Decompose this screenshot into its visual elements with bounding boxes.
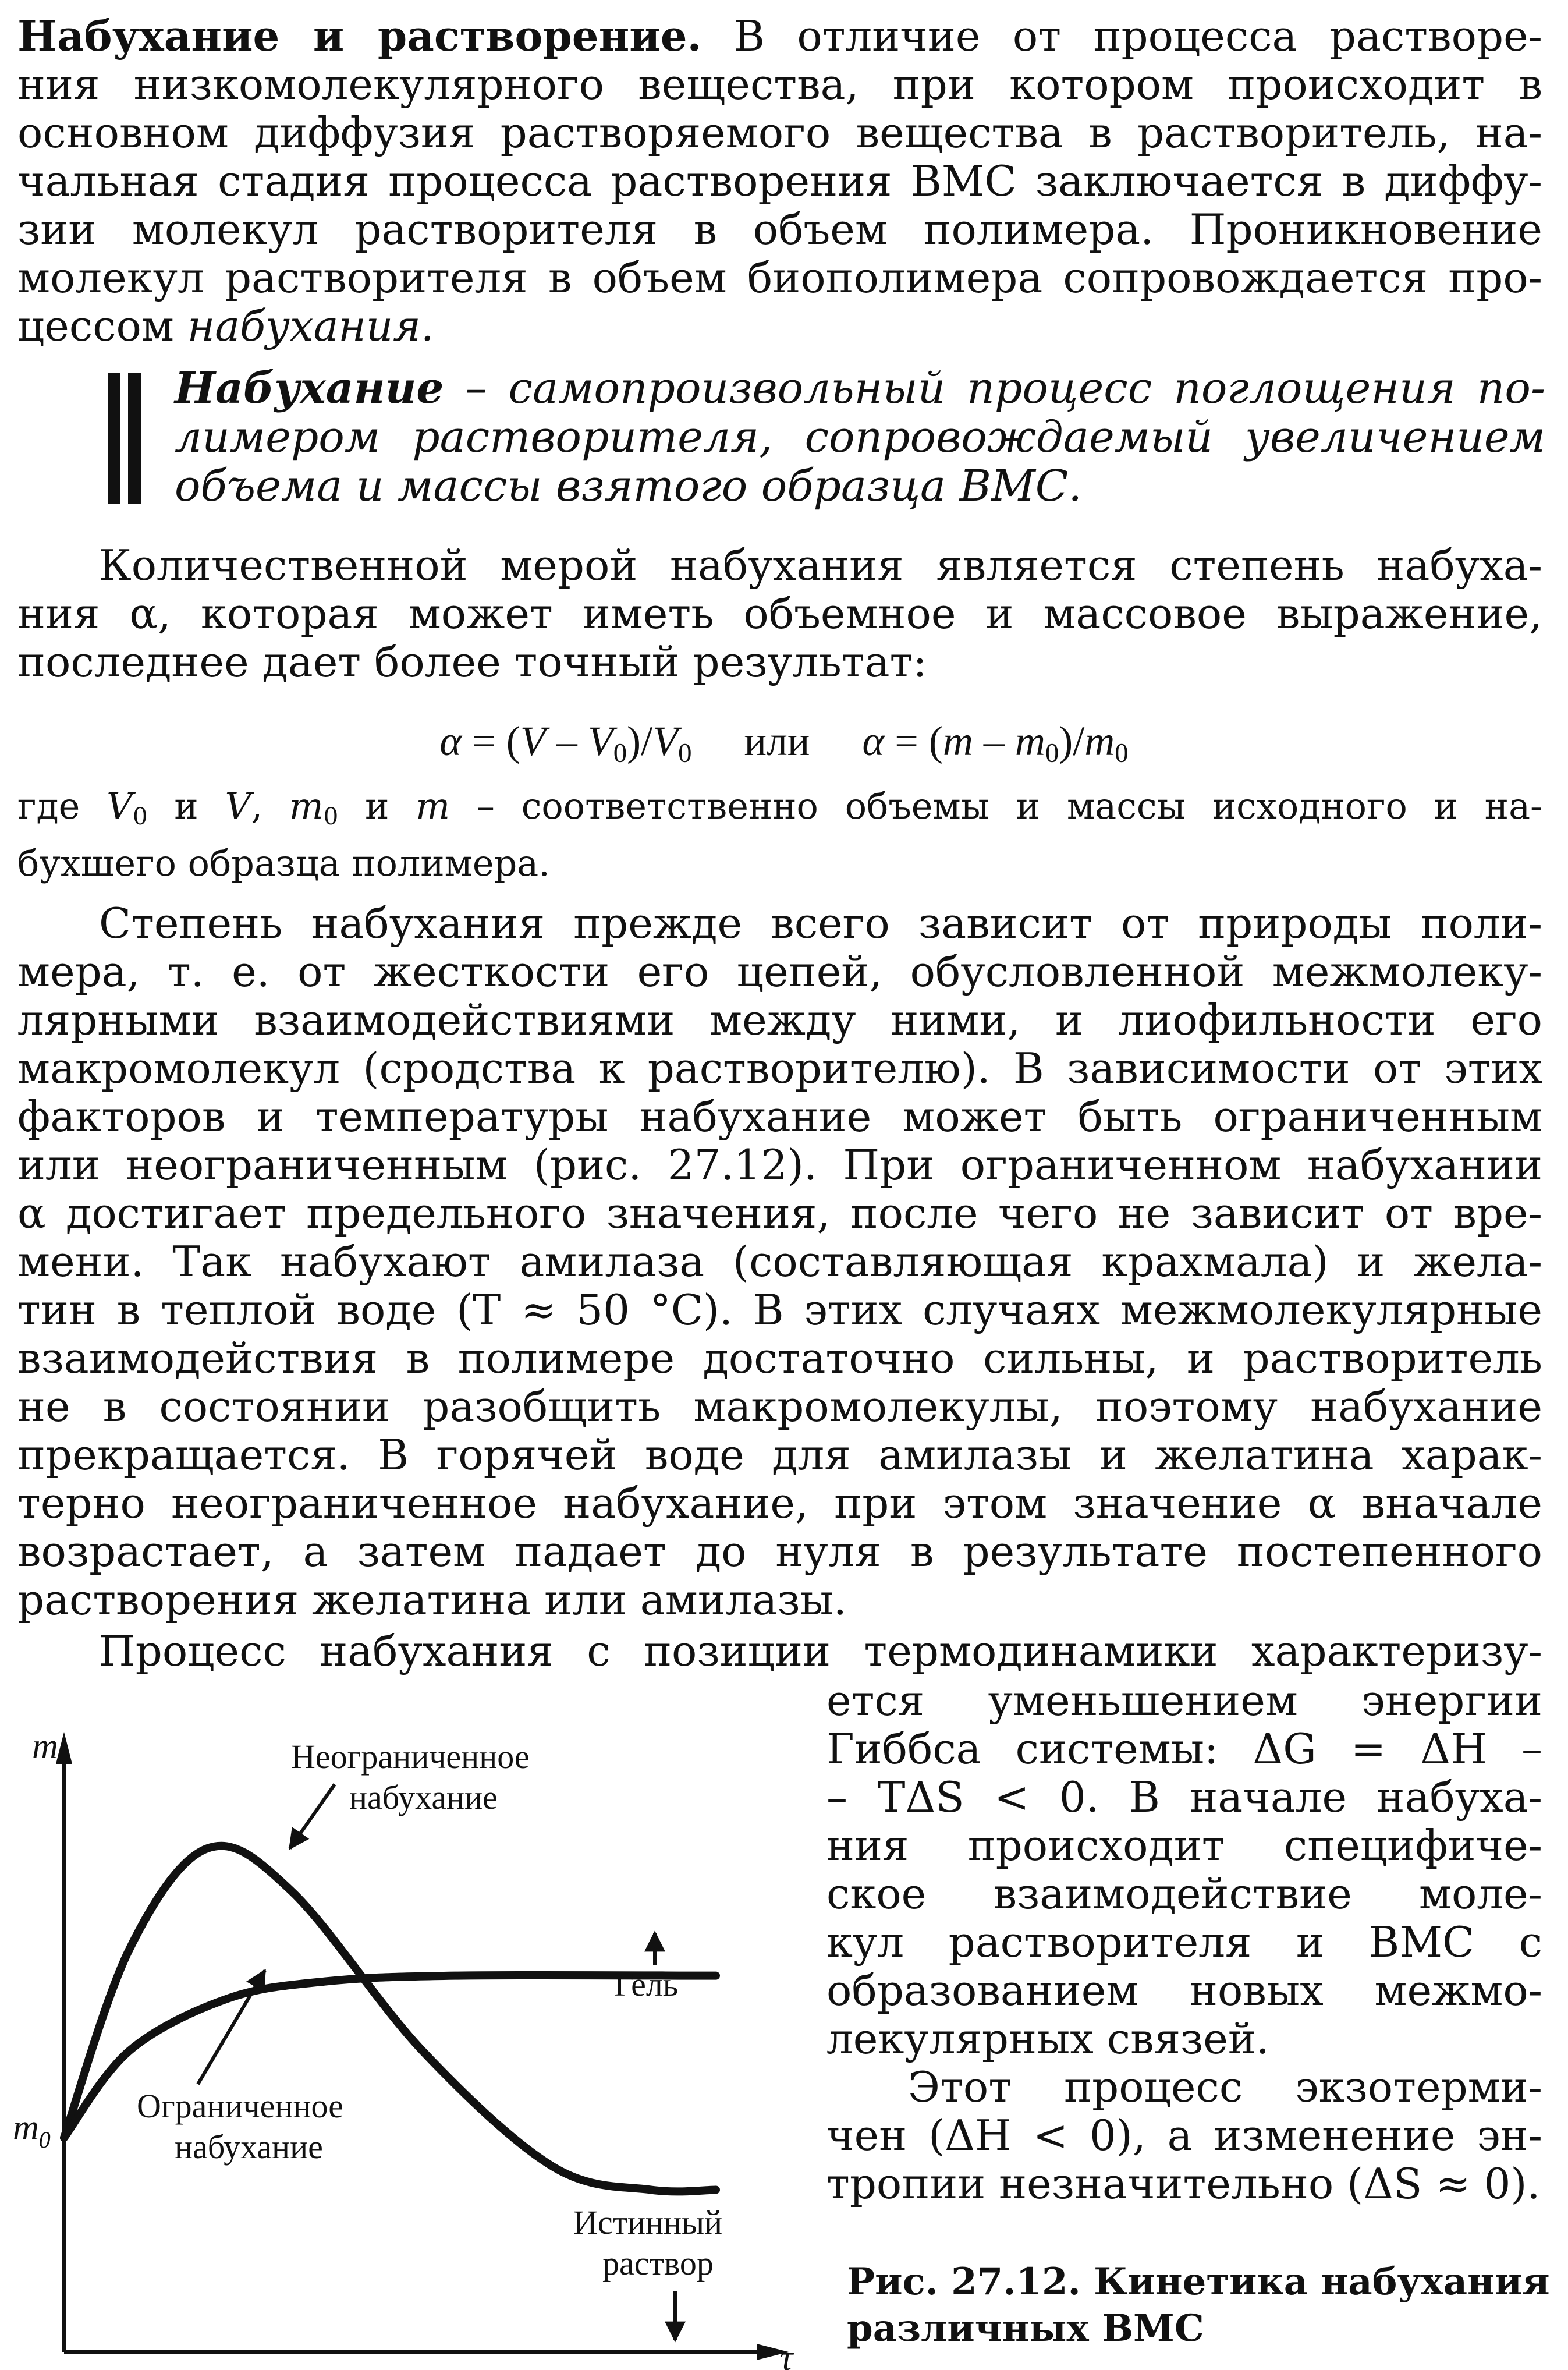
text-line: чен (ΔH < 0), а изменение эн- [826,2111,1542,2160]
definition-bar [108,373,120,504]
text-line: зии молекул растворителя в объем полимера. Проникновение [17,205,1542,254]
text-line: факторов и температуры набухание может быть ограниченным [17,1092,1542,1141]
text-line: не в состоянии разобщить макромолекулы, поэтому набухание [17,1382,1542,1431]
y-axis-arrow-icon [56,1732,72,1764]
annotation-limited-1: Ограниченное [137,2087,343,2125]
text-line: Набухание и растворение. В отличие от процесса растворе- [17,11,1543,61]
text-line: мера, т. е. от жесткости его цепей, обусловленной межмолеку- [17,947,1542,996]
y-tick-label: $m_0$ [13,2108,51,2153]
text-line: различных ВМС [847,2307,1204,2350]
annotation-unlimited-1: Неограниченное [291,1738,530,1776]
text-line: бухшего образца полимера. [17,842,550,885]
annotation-true-solution-1: Истинный [573,2204,723,2241]
annotation-gel: Гель [614,1965,679,2003]
text-line: ния происходит специфиче- [826,1821,1542,1870]
curve-unlimited-swelling [64,1846,716,2192]
text-line: основном диффузия растворяемого вещества в растворитель, на- [17,108,1542,157]
swelling-formula: $\alpha = (V - V_0)/V_0$ или $\alpha = (m - m_0)/m_0$ [439,718,1129,768]
text-line: ния низкомолекулярного вещества, при котором происходит в [17,60,1542,109]
annotation-unlimited-2: набухание [349,1779,498,1816]
text-line: Процесс набухания с позиции термодинамики характеризу- [99,1627,1542,1675]
text-line: макромолекул (сродства к растворителю). В зависимости от этих [17,1044,1542,1093]
text-line: или неограниченным (рис. 27.12). При ограниченном набухании [17,1140,1542,1189]
text-line: Количественной мерой набухания является степень набуха- [99,541,1542,590]
paragraph-thermodynamics [826,1677,1542,2208]
text-line: Рис. 27.12. Кинетика набухания [847,2260,1550,2304]
paragraph-thermodynamics-first-line [17,1627,1542,1675]
text-line: цессом набухания. [17,302,434,350]
annotation-limited-2: набухание [175,2128,323,2166]
annotation-true-solution-2: раствор [602,2244,714,2282]
pointer-arrow [290,1784,335,1848]
text-line: мени. Так набухают амилаза (составляющая крахмала) и жела- [17,1237,1542,1286]
text-line: ется уменьшением энергии [826,1676,1542,1725]
paragraph-swelling-factors [17,899,1542,1624]
text-line: последнее дает более точный результат: [17,637,927,686]
swelling-kinetics-chart [0,1709,815,2370]
text-line: чальная стадия процесса растворения ВМС заключается в диффу- [17,157,1542,206]
text-line: кул растворителя и ВМС с [826,1918,1542,1967]
text-line: ния α, которая может иметь объемное и массовое выражение, [17,589,1542,638]
paragraph-swelling-degree [17,541,1542,686]
definition-term: Набухание [175,363,444,413]
text-line: Этот процесс экзотерми- [908,2063,1542,2112]
paragraph-swelling-intro [17,12,1542,350]
y-axis-label: m [32,1727,58,1766]
definition-block [175,364,1545,511]
text-line: возрастает, а затем падает до нуля в результате постепенного [17,1527,1542,1576]
text-line: где $V_0$ и V, $m_0$ и m – соответственно объемы и массы исходного и на- [17,785,1542,831]
text-line: объема и массы взятого образца ВМС. [175,461,1082,511]
definition-bar [128,373,141,504]
figure-caption [847,2259,1550,2352]
text-line: растворения желатина или амилазы. [17,1575,847,1624]
text-line: тин в теплой воде (T ≈ 50 °C). В этих случаях межмолекулярные [17,1285,1542,1334]
text-line: Степень набухания прежде всего зависит от природы поли- [99,899,1542,948]
section-heading: Набухание и растворение. [17,11,702,61]
text-line: α достигает предельного значения, после чего не зависит от вре- [17,1189,1542,1238]
pointer-arrow [198,1971,265,2084]
text-line: терно неограниченное набухание, при этом значение α вначале [17,1479,1542,1528]
text-line: Набухание – самопроизвольный процесс поглощения по- [175,363,1545,413]
text-line: образованием новых межмо- [826,1966,1542,2015]
text-line: – TΔS < 0. В начале набуха- [826,1773,1542,1822]
text-line: молекул растворителя в объем биополимера сопровождается про- [17,253,1542,302]
text-line: Гиббса системы: ΔG = ΔH – [826,1724,1542,1773]
x-axis-label: τ [780,2339,793,2370]
text-line: лимером растворителя, сопровождаемый увеличением [175,412,1545,462]
text-line: прекращается. В горячей воде для амилазы и желатина харак- [17,1430,1542,1479]
formula-explanation [17,783,1542,887]
text-line: тропии незначительно (ΔS ≈ 0). [826,2159,1541,2208]
text-line: взаимодействия в полимере достаточно сильны, и растворитель [17,1334,1542,1383]
text-line: лярными взаимодействиями между ними, и лиофильности его [17,996,1542,1044]
text-line: лекулярных связей. [826,2014,1269,2063]
text-line: ское взаимодействие моле- [826,1869,1542,1918]
